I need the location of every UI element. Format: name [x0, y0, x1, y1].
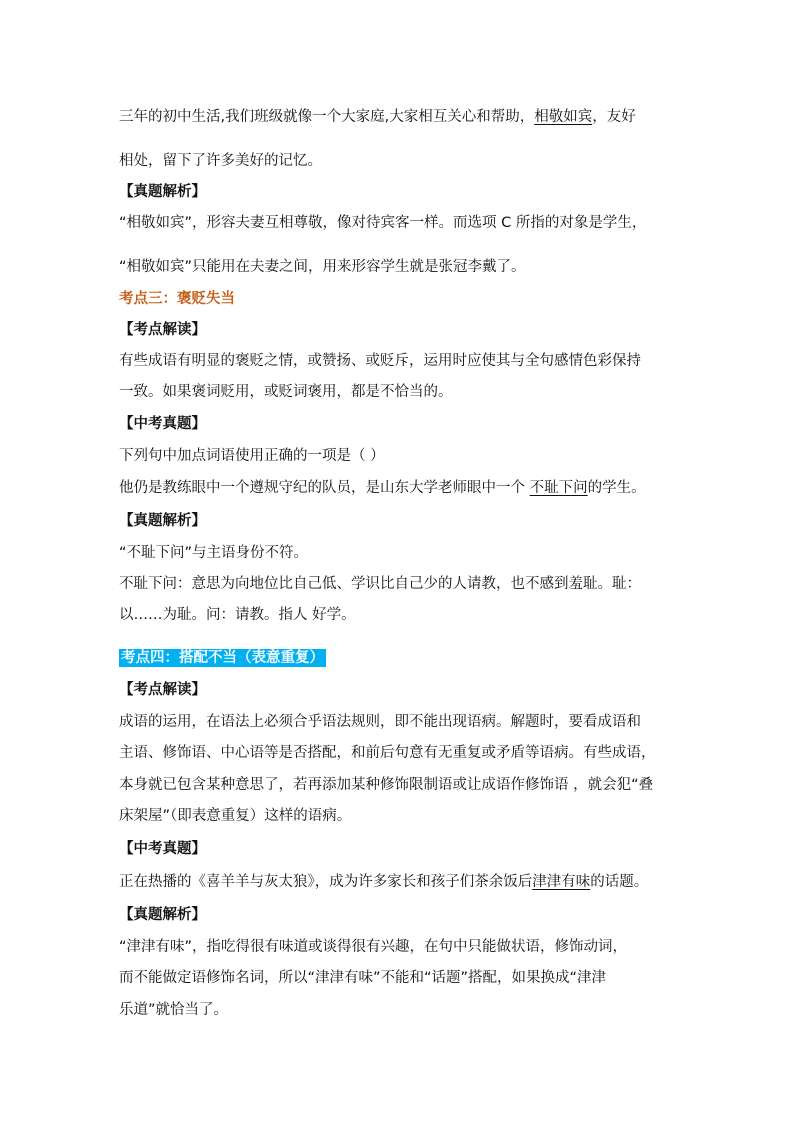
- text: ，友好: [592, 109, 636, 125]
- paragraph-line: “津津有味”，指吃得很有味道或谈得很有兴趣，在句中只能做状语，修饰动词，: [119, 939, 628, 955]
- paragraph-line: 不耻下问：意思为向地位比自己低、学识比自己少的人请教，也不感到羞耻。耻：: [119, 576, 641, 592]
- paragraph-line: [119, 478, 646, 498]
- section-heading: 【中考真题】: [119, 841, 206, 857]
- topic-heading: 考点三：褒贬失当: [119, 291, 235, 307]
- paragraph-line: 成语的运用，在语法上必须合乎语法规则，即不能出现语病。解题时，要看成语和: [119, 714, 641, 730]
- paragraph-line: “相敬如宾”只能用在夫妻之间，用来形容学生就是张冠李戴了。: [119, 259, 526, 275]
- paragraph-line: 以……为耻。问：请教。指人 好学。: [119, 607, 356, 623]
- topic-heading: [119, 648, 326, 668]
- highlighted-topic: 考点四：搭配不当（表意重复）: [121, 650, 324, 666]
- paragraph-line: [119, 872, 648, 892]
- paragraph-line: “不耻下问”与主语身份不符。: [119, 545, 309, 561]
- paragraph-line: 下列句中加点词语使用正确的一项是（ ）: [119, 448, 385, 464]
- underlined-idiom: 津津有味: [532, 874, 591, 890]
- text: 的学生。: [587, 480, 646, 496]
- paragraph-line: 相处，留下了许多美好的记忆。: [119, 153, 322, 169]
- underlined-idiom: 不耻下问: [529, 480, 588, 496]
- underlined-idiom: 相敬如宾: [534, 109, 593, 125]
- paragraph-line: 一致。如果褒词贬用，或贬词褒用，都是不恰当的。: [119, 384, 453, 400]
- paragraph-line: 有些成语有明显的褒贬之情，或赞扬、或贬斥，运用时应使其与全句感情色彩保持: [119, 353, 641, 369]
- text: 正在热播的《喜羊羊与灰太狼》，成为许多家长和孩子们茶余饭后: [119, 874, 533, 890]
- paragraph-line: 本身就已包含某种意思了，若再添加某种修饰限制语或让成语作修饰语 ，就会犯“叠: [119, 777, 654, 793]
- paragraph-line: “相敬如宾”，形容夫妻互相尊敬，像对待宾客一样。而选项 C 所指的对象是学生，: [119, 215, 647, 231]
- section-heading: 【考点解读】: [119, 682, 206, 698]
- paragraph-line: [119, 107, 636, 127]
- text: 三年的初中生活,我们班级就像一个大家庭,大家相互关心和帮助，: [119, 109, 535, 125]
- paragraph-line: 主语、修饰语、中心语等是否搭配，和前后句意有无重复或矛盾等语病。有些成语，: [119, 745, 656, 761]
- section-heading: 【真题解析】: [119, 184, 206, 200]
- section-heading: 【真题解析】: [119, 513, 206, 529]
- section-heading: 【中考真题】: [119, 416, 206, 432]
- section-heading: 【考点解读】: [119, 322, 206, 338]
- paragraph-line: 床架屋”（即表意重复）这样的语病。: [119, 808, 352, 824]
- section-heading: 【真题解析】: [119, 907, 206, 923]
- paragraph-line: 乐道”就恰当了。: [119, 1002, 229, 1018]
- paragraph-line: 而不能做定语修饰名词，所以“津津有味”不能和“话题”搭配，如果换成“津津: [119, 970, 607, 986]
- text: 的话题。: [590, 874, 649, 890]
- text: 他仍是教练眼中一个遵规守纪的队员，是山东大学老师眼中一个: [119, 480, 530, 496]
